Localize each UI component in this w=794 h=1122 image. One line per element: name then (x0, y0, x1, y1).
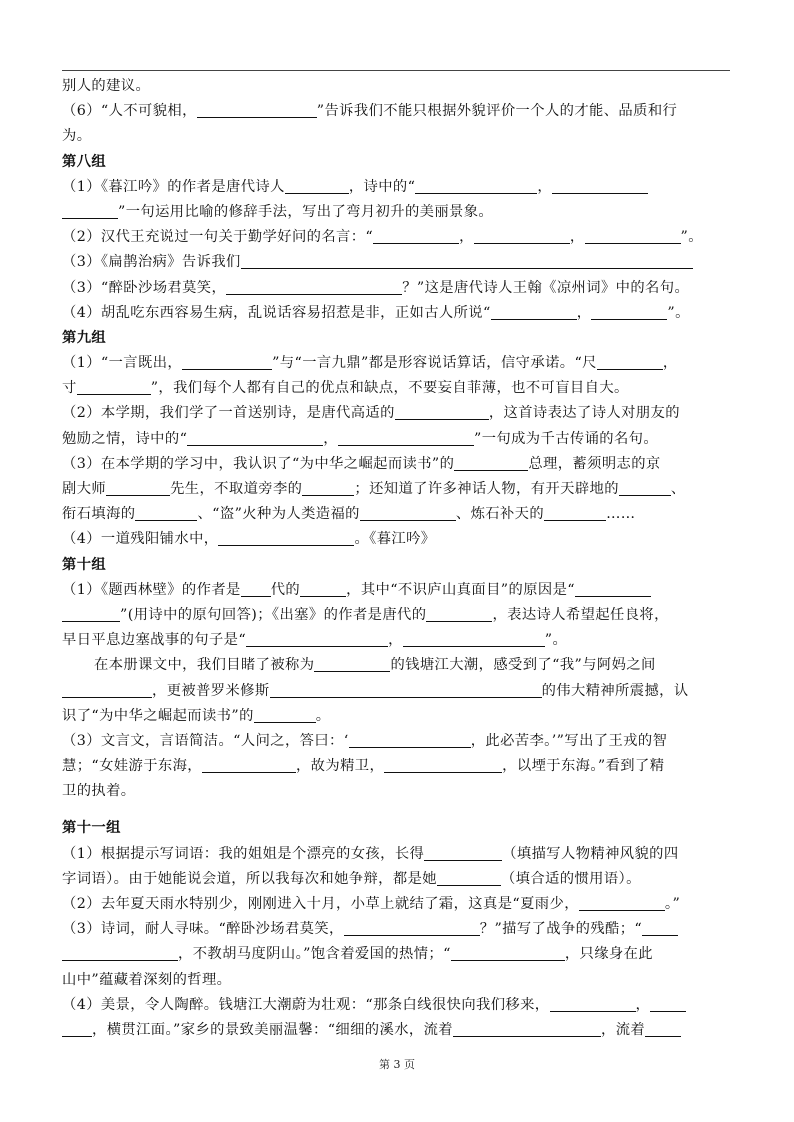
text-line (62, 892, 730, 917)
answer-blank[interactable] (451, 944, 565, 961)
text-line (62, 351, 730, 376)
text-run: ， (537, 178, 553, 195)
section-heading (62, 553, 730, 578)
text-run: 第十组 (62, 556, 107, 573)
text-run: ，表达诗人希望起任良将， (492, 606, 669, 623)
text-run: ”。 (544, 632, 568, 649)
answer-blank[interactable] (62, 605, 120, 622)
text-run: 卫的执着。 (62, 783, 136, 800)
text-line (62, 628, 730, 653)
answer-blank[interactable] (135, 504, 197, 521)
text-run: 第八组 (62, 153, 107, 170)
answer-blank[interactable] (344, 919, 480, 936)
answer-blank[interactable] (246, 630, 388, 647)
text-run: 剧大师 (62, 481, 107, 497)
answer-blank[interactable] (591, 303, 667, 320)
text-run: （3）诗词，耐人寻味。“醉卧沙场君莫笑， (62, 921, 344, 938)
answer-blank[interactable] (650, 995, 686, 1012)
answer-blank[interactable] (226, 278, 402, 295)
text-run: 在本册课文中，我们目睹了被称为 (94, 657, 315, 674)
text-run: 勉励之情，诗中的“ (62, 430, 188, 447)
text-run: 。 (315, 707, 331, 724)
answer-blank[interactable] (642, 919, 678, 936)
answer-blank[interactable] (302, 479, 354, 496)
text-line (62, 603, 730, 628)
text-line (62, 301, 730, 326)
text-run: （3）“醉卧沙场君莫笑， (62, 279, 227, 296)
text-run: 山中”蕴藏着深刻的哲理。 (62, 971, 232, 988)
text-run: （4）一道残阳铺水中， (62, 531, 219, 548)
text-run: ”(用诗中的原句回答)；《出塞》的作者是唐代的 (120, 606, 427, 623)
answer-blank[interactable] (270, 681, 542, 698)
section-heading (62, 326, 730, 351)
answer-blank[interactable] (395, 403, 489, 420)
answer-blank[interactable] (338, 429, 474, 446)
answer-blank[interactable] (544, 504, 606, 521)
answer-blank[interactable] (550, 995, 636, 1012)
text-run: 衔石填海的 (62, 506, 136, 523)
text-line (62, 679, 730, 704)
text-run: ， (388, 632, 403, 649)
text-run: 寸 (62, 380, 77, 397)
text-run: （2）本学期，我们学了一首送别诗，是唐代高适的 (62, 405, 395, 422)
text-run: 、 (670, 481, 686, 497)
answer-blank[interactable] (597, 353, 663, 370)
text-line (62, 527, 730, 552)
text-line (62, 917, 730, 942)
text-run: ”。 (680, 229, 703, 246)
text-run: ， (635, 996, 651, 1013)
text-run: 别人的建议。 (62, 78, 151, 94)
answer-blank[interactable] (62, 944, 178, 961)
answer-blank[interactable] (415, 177, 537, 194)
text-run: ；还知道了许多神话人物，有开天辟地的 (354, 481, 619, 497)
text-run: ，此必苦李。’”写出了王戎的智 (470, 732, 668, 749)
answer-blank[interactable] (645, 1020, 681, 1037)
text-line (62, 175, 730, 200)
text-run: ，只缘身在此 (564, 946, 653, 963)
answer-blank[interactable] (77, 378, 151, 395)
text-run: ？”这是唐代诗人王翰《凉州词》中的名句。 (402, 279, 690, 296)
text-run: ，这首诗表达了诗人对朋友的 (488, 405, 680, 422)
section-heading (62, 816, 730, 841)
text-run: 慧；“女娃游于东海， (62, 758, 202, 775)
answer-blank[interactable] (579, 894, 665, 911)
text-line (62, 452, 730, 477)
text-run: ，以堙于东海。”看到了精 (502, 758, 665, 775)
text-run: （6）“人不可貌相， (62, 103, 197, 120)
answer-blank[interactable] (585, 227, 681, 244)
text-line (62, 1018, 730, 1043)
answer-blank[interactable] (437, 869, 501, 886)
text-run: （3）《扁鹊治病》告诉我们 (62, 254, 241, 271)
text-line (62, 653, 730, 678)
text-run: ， (662, 355, 678, 372)
text-run: 的伟大精神所震撼，认 (541, 682, 689, 699)
document-body (62, 74, 730, 1043)
text-line (62, 477, 730, 502)
answer-blank[interactable] (426, 605, 492, 622)
text-run: ”一句成为千古传诵的名句。 (474, 430, 659, 447)
text-run: ，更被普罗米修斯 (152, 682, 270, 699)
text-run: ”。 (667, 304, 690, 321)
text-line (62, 376, 730, 401)
answer-blank[interactable] (106, 479, 170, 496)
text-line (62, 867, 730, 892)
answer-blank[interactable] (454, 454, 528, 471)
text-run: 。《暮江吟》 (354, 531, 436, 548)
text-run: （填合适的惯用语）。 (500, 870, 641, 887)
text-run: ，诗中的“ (348, 178, 416, 195)
text-run: ，流着 (601, 1021, 646, 1038)
answer-blank[interactable] (360, 504, 456, 521)
text-run: （3）文言文，言语简洁。“人问之，答曰：‘ (62, 732, 349, 749)
answer-blank[interactable] (314, 655, 390, 672)
text-line (62, 993, 730, 1018)
text-run: 。” (664, 896, 681, 912)
text-run: ，故为精卫， (295, 758, 385, 775)
text-run: （4）胡乱吃东西容易生病，乱说话容易招惹是非，正如古人所说“ (62, 304, 491, 321)
answer-blank[interactable] (575, 580, 651, 597)
text-line (62, 74, 730, 99)
text-run: 先生，不取道旁李的 (170, 481, 303, 497)
answer-blank[interactable] (62, 1020, 92, 1037)
answer-blank[interactable] (453, 1020, 601, 1037)
answer-blank[interactable] (62, 202, 118, 219)
text-line (62, 200, 730, 225)
text-run: （1）“一言既出， (62, 355, 183, 372)
text-run: ”一句运用比喻的修辞手法，写出了弯月初升的美丽景象。 (118, 203, 494, 220)
answer-blank[interactable] (254, 706, 316, 723)
answer-blank[interactable] (474, 227, 570, 244)
text-run: 为。 (62, 128, 92, 145)
text-run: 字词语）。由于她能说会道，所以我每次和她争辩，都是她 (62, 870, 437, 887)
text-line (62, 401, 730, 426)
text-run: （2）汉代王充说过一句关于勤学好问的名言：“ (62, 229, 374, 246)
text-run: ，其中“不识庐山真面目”的原因是“ (346, 581, 576, 598)
text-line (62, 427, 730, 452)
text-run: …… (606, 506, 636, 523)
text-line (62, 754, 730, 779)
text-line (62, 942, 730, 967)
text-run: ， (459, 229, 474, 246)
text-run: ？”描写了战争的残酷；“ (479, 921, 643, 938)
text-run: 第十一组 (62, 820, 121, 837)
text-run: （填描写人物精神风貌的四 (502, 845, 679, 862)
answer-blank[interactable] (300, 580, 346, 597)
text-line (62, 968, 730, 993)
text-run: （1）《题西林壁》的作者是 (62, 581, 241, 598)
text-run: ，横贯江面。”家乡的景致美丽温馨：“细细的溪水，流着 (92, 1021, 453, 1038)
text-line (62, 704, 730, 729)
section-heading (62, 150, 730, 175)
text-line (62, 99, 730, 124)
text-run: ，不教胡马度阴山。”饱含着爱国的热情；“ (178, 946, 451, 963)
text-run: 总理，蓄须明志的京 (528, 455, 661, 472)
text-run: （4）美景，令人陶醉。钱塘江大潮蔚为壮观：“那条白线很快向我们移来， (62, 996, 550, 1013)
answer-blank[interactable] (241, 580, 271, 597)
answer-blank[interactable] (552, 177, 648, 194)
text-run: ”，我们每个人都有自己的优点和缺点，不要妄自菲薄，也不可盲目自大。 (150, 380, 629, 397)
answer-blank[interactable] (62, 681, 152, 698)
text-line (62, 502, 730, 527)
page-footer: 第 3 页 (379, 1058, 415, 1071)
text-line (62, 250, 730, 275)
text-run: 第九组 (62, 329, 107, 346)
text-run: ”与“一言九鼎”都是形容说话算话，信守承诺。“尺 (272, 355, 597, 372)
text-run: （2）去年夏天雨水特别少，刚刚进入十月，小草上就结了霜，这真是“夏雨少， (62, 896, 579, 912)
text-run: 的钱塘江大潮，感受到了“我”与阿妈之间 (390, 657, 656, 674)
text-run: （1）《暮江吟》的作者是唐代诗人 (62, 178, 285, 195)
answer-blank[interactable] (373, 227, 459, 244)
answer-blank[interactable] (187, 429, 323, 446)
text-run: （3）在本学期的学习中，我认识了“为中华之崛起而读书”的 (62, 455, 455, 472)
text-run: 代的 (270, 581, 301, 598)
answer-blank[interactable] (197, 101, 317, 118)
text-run: 早日平息边塞战事的句子是“ (62, 632, 247, 649)
text-run: ， (576, 304, 592, 321)
answer-blank[interactable] (218, 529, 354, 546)
text-line (62, 779, 730, 804)
answer-blank[interactable] (349, 731, 471, 748)
text-line (62, 842, 730, 867)
text-run: （1）根据提示写词语：我的姐姐是个漂亮的女孩，长得 (62, 845, 425, 862)
text-run: 识了“为中华之崛起而读书”的 (62, 707, 254, 724)
text-run: 、“盗”火种为人类造福的 (197, 506, 360, 523)
text-line (62, 276, 730, 301)
text-run: ”告诉我们不能只根据外貌评价一个人的才能、品质和行 (316, 103, 678, 120)
text-run: 、炼石补天的 (455, 506, 545, 523)
answer-blank[interactable] (384, 756, 502, 773)
text-line (62, 729, 730, 754)
header-rule (62, 70, 730, 71)
answer-blank[interactable] (241, 252, 693, 269)
answer-blank[interactable] (182, 353, 272, 370)
answer-blank[interactable] (285, 177, 349, 194)
text-line (62, 578, 730, 603)
answer-blank[interactable] (202, 756, 296, 773)
section-spacer (62, 804, 730, 816)
answer-blank[interactable] (424, 844, 502, 861)
text-run: ， (323, 430, 338, 447)
text-line (62, 124, 730, 149)
text-run: ， (569, 229, 585, 246)
answer-blank[interactable] (403, 630, 545, 647)
text-line (62, 225, 730, 250)
answer-blank[interactable] (619, 479, 671, 496)
answer-blank[interactable] (491, 303, 577, 320)
